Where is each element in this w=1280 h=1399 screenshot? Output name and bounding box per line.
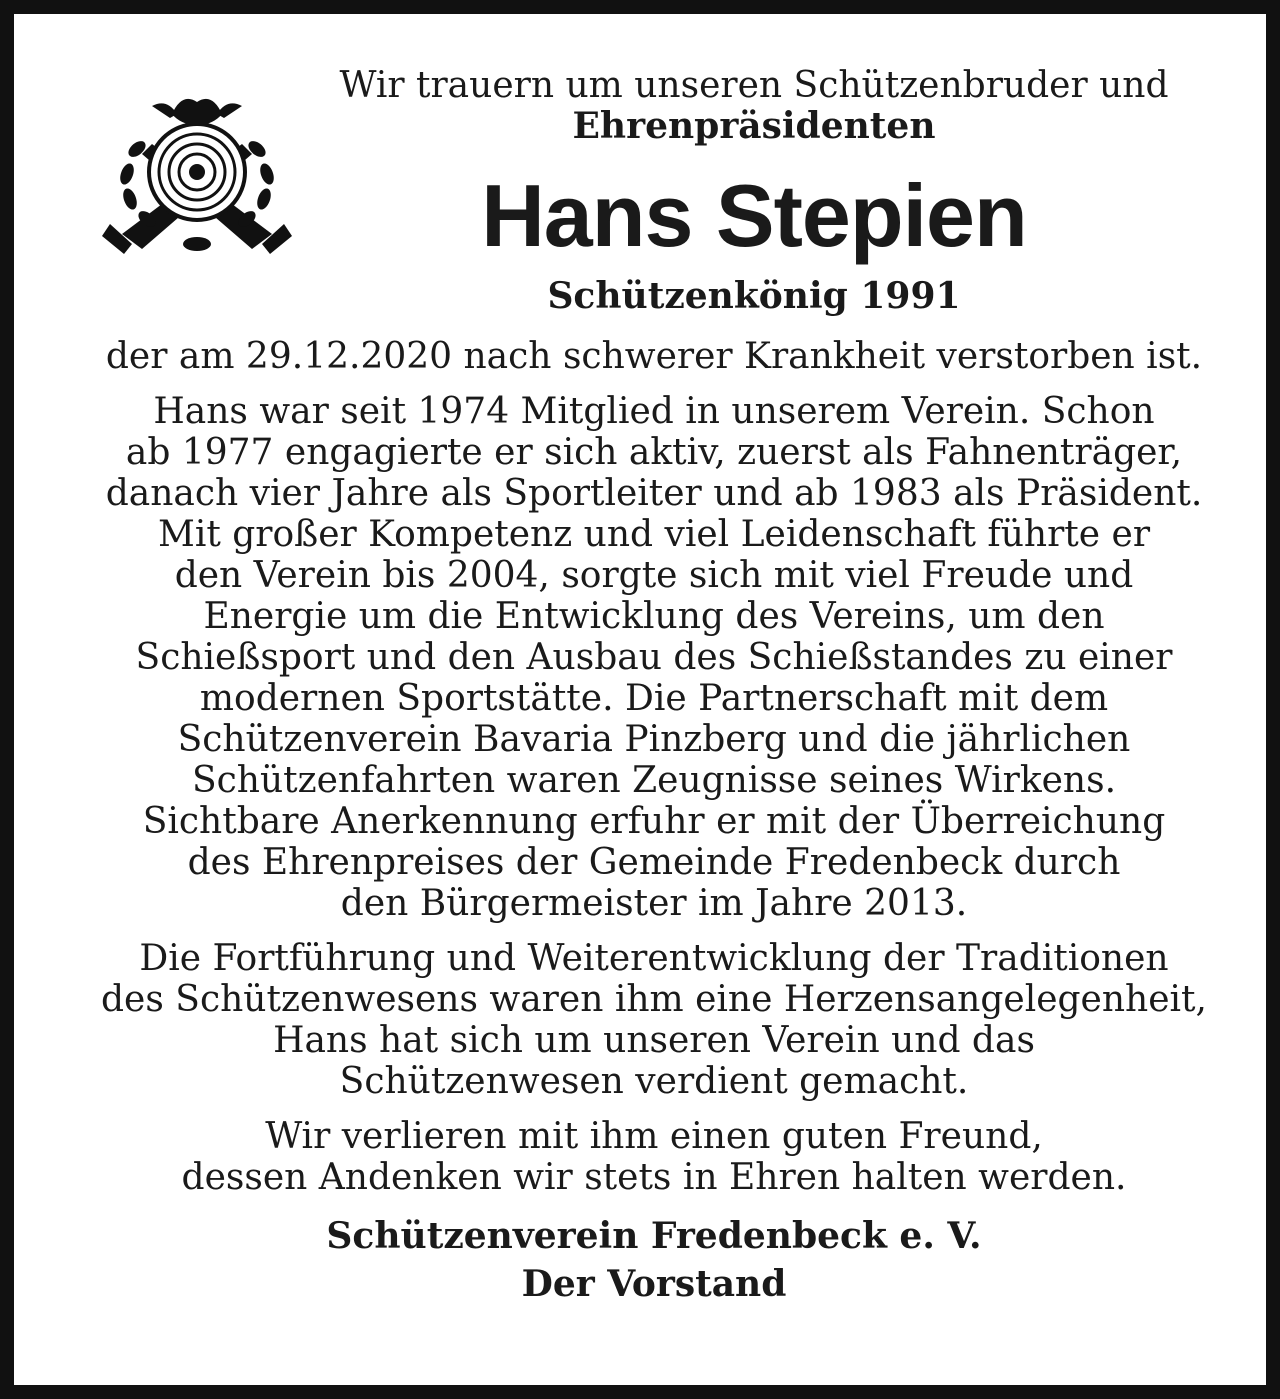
death-line [74, 336, 1234, 377]
farewell-paragraph [74, 1116, 1234, 1198]
text-line: Wir verlieren mit ihm einen guten Freund, [265, 1116, 1043, 1157]
text-line: Die Fortführung und Weiterentwicklung der Traditionen [139, 938, 1169, 979]
text-line: den Verein bis 2004, sorgte sich mit viel Freude und [174, 555, 1134, 596]
text-line: Schießsport und den Ausbau des Schießstandes zu einer [135, 637, 1173, 678]
intro-line: Wir trauern um unseren Schützenbruder und [339, 65, 1169, 106]
text-line: den Bürgermeister im Jahre 2013. [340, 883, 968, 924]
tradition-paragraph [74, 938, 1234, 1102]
deceased-name: Hans Stepien [481, 166, 1027, 265]
club-signature: Schützenverein Fredenbeck e. V. [326, 1215, 982, 1257]
board-signature: Der Vorstand [521, 1263, 787, 1305]
text-line: ab 1977 engagierte er sich aktiv, zuerst als Fahnenträger, [125, 432, 1183, 473]
text-line: Hans war seit 1974 Mitglied in unserem Verein. Schon [153, 391, 1155, 432]
obituary-body [74, 336, 1234, 1308]
text-line: Schützenverein Bavaria Pinzberg und die jährlichen [177, 719, 1131, 760]
text-line: des Schützenwesens waren ihm eine Herzensangelegenheit, [101, 979, 1207, 1020]
text-line: der am 29.12.2020 nach schwerer Krankheit verstorben ist. [105, 336, 1203, 377]
honorary-title: Ehrenpräsidenten [572, 105, 936, 147]
text-line: danach vier Jahre als Sportleiter und ab 1983 als Präsident. [105, 473, 1203, 514]
text-line: Schützenwesen verdient gemacht. [339, 1061, 969, 1102]
text-line: Schützenfahrten waren Zeugnisse seines Wirkens. [191, 760, 1117, 801]
text-line: dessen Andenken wir stets in Ehren halten werden. [181, 1157, 1127, 1198]
text-line: Mit großer Kompetenz und viel Leidenschaft führte er [157, 514, 1151, 555]
text-line: Energie um die Entwicklung des Vereins, um den [203, 596, 1105, 637]
text-line: modernen Sportstätte. Die Partnerschaft mit dem [199, 678, 1109, 719]
text-line: Sichtbare Anerkennung erfuhr er mit der Überreichung [142, 801, 1166, 842]
shooting-club-emblem-icon [102, 84, 292, 264]
biography-paragraph [74, 391, 1234, 924]
king-title: Schützenkönig 1991 [547, 275, 961, 317]
header-block [304, 66, 1204, 146]
text-line: Hans hat sich um unseren Verein und das [273, 1020, 1035, 1061]
text-line: des Ehrenpreises der Gemeinde Fredenbeck durch [187, 842, 1121, 883]
